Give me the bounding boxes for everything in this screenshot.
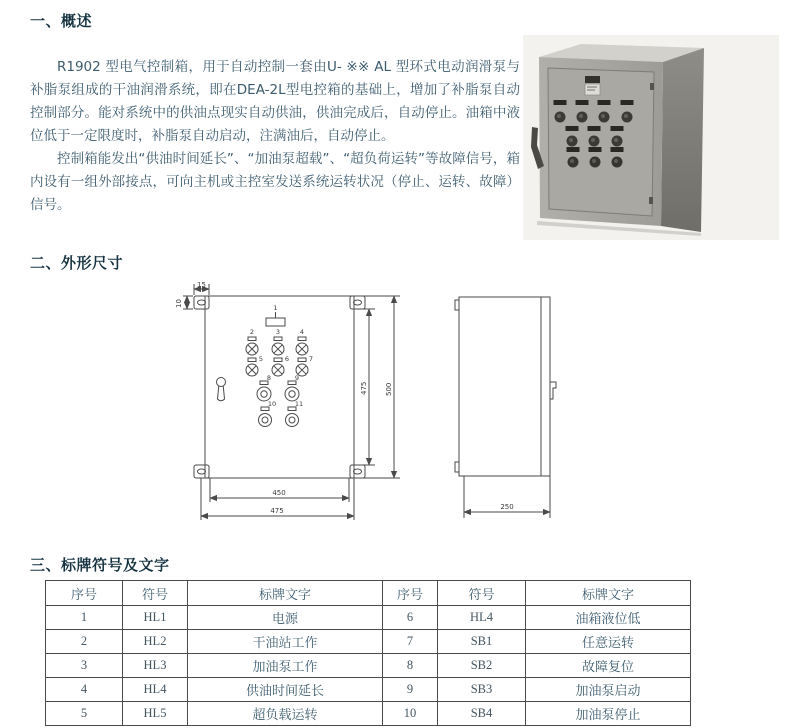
lamp-row-2 bbox=[566, 126, 624, 147]
table-cell: SB1 bbox=[438, 630, 526, 654]
table-cell: HL4 bbox=[123, 678, 188, 702]
table-cell: 超负载运转 bbox=[188, 702, 383, 726]
hinge-icon bbox=[649, 197, 653, 204]
item-number: 7 bbox=[308, 355, 314, 363]
table-cell: 4 bbox=[46, 678, 123, 702]
table-header-cell: 序号 bbox=[46, 581, 123, 606]
table-row bbox=[46, 702, 691, 726]
table-cell: 加油泵工作 bbox=[188, 654, 383, 678]
table-cell: 任意运转 bbox=[526, 630, 691, 654]
table-header-cell: 标牌文字 bbox=[188, 581, 383, 606]
front-view bbox=[183, 284, 400, 520]
table-header-cell: 标牌文字 bbox=[526, 581, 691, 606]
item-number: 5 bbox=[258, 355, 264, 363]
section2-heading: 二、外形尺寸 bbox=[30, 254, 124, 272]
item-number: 8 bbox=[266, 374, 272, 382]
dim-label: 475 bbox=[360, 381, 368, 395]
side-view bbox=[455, 297, 556, 518]
table-row bbox=[46, 606, 691, 630]
lock-icon bbox=[218, 386, 225, 401]
table-cell: 加油泵启动 bbox=[526, 678, 691, 702]
intro-paragraph-1: R1902 型电气控制箱，用于自动控制一套由U- ※※ AL 型环式电动润滑泵与补脂泵组成的干油润滑系统，即在DEA-2L型电控箱的基础上，增加了补脂泵自动控制部分。能对系统中的供油点现实自动供油，供油完成后，自动停止。油箱中液位低于一定限度时，补脂泵自动启动，注满油后，自动停止。 bbox=[30, 59, 520, 144]
table-cell: 电源 bbox=[188, 606, 383, 630]
dimension-drawing bbox=[172, 281, 624, 573]
dim-label: 10 bbox=[175, 299, 183, 308]
table-cell: 3 bbox=[46, 654, 123, 678]
item-number: 11 bbox=[294, 400, 304, 408]
section1-heading: 一、概述 bbox=[30, 12, 93, 30]
cabinet-side-face bbox=[661, 48, 704, 232]
table-cell: 6 bbox=[383, 606, 438, 630]
panel-top-label bbox=[585, 76, 600, 83]
item-number: 2 bbox=[249, 328, 255, 336]
dim-label: 475 bbox=[270, 507, 284, 515]
section3-heading: 三、标牌符号及文字 bbox=[30, 556, 170, 574]
dim-label: 250 bbox=[500, 503, 514, 511]
item-number: 6 bbox=[284, 355, 290, 363]
intro-text bbox=[30, 56, 520, 217]
table-cell: 干油站工作 bbox=[188, 630, 383, 654]
table-cell: 加油泵停止 bbox=[526, 702, 691, 726]
table-row bbox=[46, 630, 691, 654]
nameplate-table bbox=[45, 580, 691, 726]
hinge-icon bbox=[650, 83, 654, 90]
dim-label: 15 bbox=[197, 281, 206, 289]
dim-label: 500 bbox=[385, 382, 393, 396]
table-cell: SB4 bbox=[438, 702, 526, 726]
item-number: 3 bbox=[275, 328, 281, 336]
table-cell: HL1 bbox=[123, 606, 188, 630]
table-row bbox=[46, 654, 691, 678]
table-cell: 7 bbox=[383, 630, 438, 654]
dim-label: 450 bbox=[272, 489, 286, 497]
table-cell: SB3 bbox=[438, 678, 526, 702]
item-number: 4 bbox=[299, 328, 305, 336]
table-cell: 1 bbox=[46, 606, 123, 630]
item-number: 10 bbox=[267, 400, 277, 408]
table-cell: 9 bbox=[383, 678, 438, 702]
cabinet-door bbox=[548, 68, 654, 216]
table-cell: HL4 bbox=[438, 606, 526, 630]
intro-paragraph-2: 控制箱能发出“供油时间延长”、“加油泵超载”、“超负荷运转”等故障信号，箱内设有一组外部接点，可向主机或主控室发送系统运转状况（停止、运转、故障）信号。 bbox=[30, 151, 520, 213]
table-cell: 故障复位 bbox=[526, 654, 691, 678]
table-header-cell: 符号 bbox=[123, 581, 188, 606]
lock-icon bbox=[217, 378, 226, 387]
table-cell: HL5 bbox=[123, 702, 188, 726]
table-cell: 油箱液位低 bbox=[526, 606, 691, 630]
table-cell: SB2 bbox=[438, 654, 526, 678]
table-cell: 5 bbox=[46, 702, 123, 726]
side-handle-icon bbox=[550, 382, 556, 399]
table-cell: HL3 bbox=[123, 654, 188, 678]
panel-top-plate bbox=[585, 84, 600, 95]
table-header-cell: 序号 bbox=[383, 581, 438, 606]
table-cell: 10 bbox=[383, 702, 438, 726]
item-number: 9 bbox=[294, 374, 300, 382]
table-cell: HL2 bbox=[123, 630, 188, 654]
button-row bbox=[567, 147, 624, 168]
table-cell: 2 bbox=[46, 630, 123, 654]
control-box-photo bbox=[523, 35, 779, 240]
table-header-row bbox=[46, 581, 691, 606]
table-header-cell: 符号 bbox=[438, 581, 526, 606]
item-number: 1 bbox=[273, 304, 278, 312]
table-cell: 8 bbox=[383, 654, 438, 678]
table-row bbox=[46, 678, 691, 702]
table-cell: 供油时间延长 bbox=[188, 678, 383, 702]
